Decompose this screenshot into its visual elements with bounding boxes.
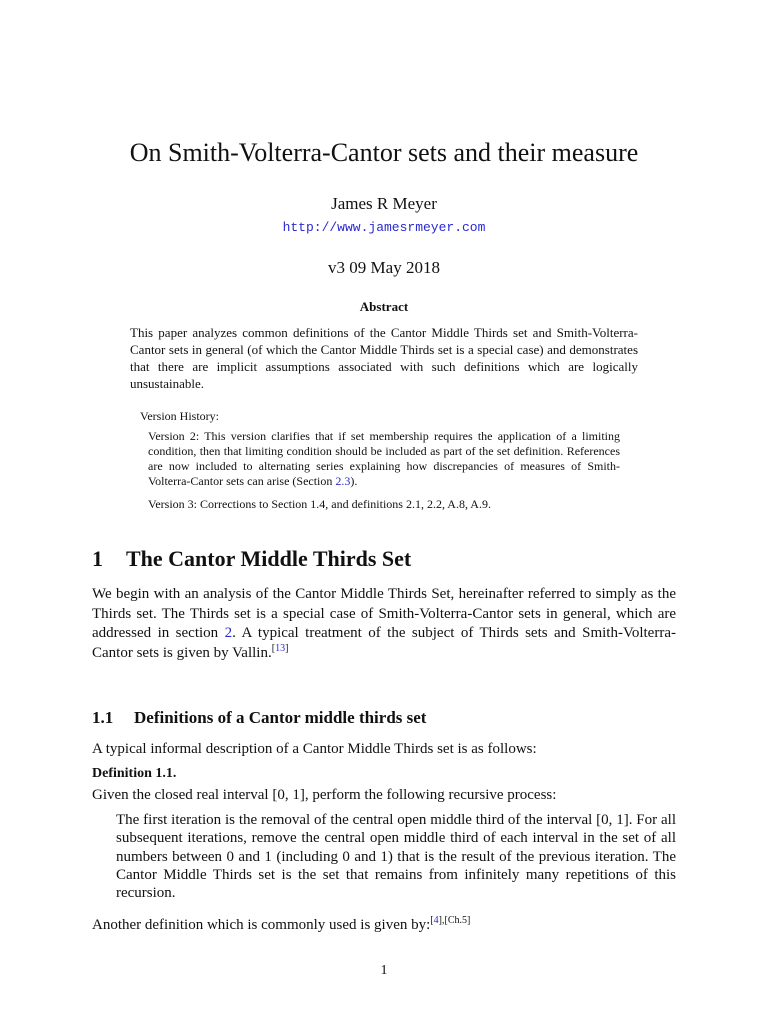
subsection-1-1-heading	[92, 708, 426, 728]
section-1-text-a: We begin with an analysis of the Cantor Middle Thirds Set, hereinafter referred to simply as the Thirds set. The Thirds set is a special case of Smith-Volterra-Cantor sets in general, which are addressed in section	[92, 586, 676, 641]
section-1-heading	[92, 546, 411, 572]
section-1-title: The Cantor Middle Thirds Set	[126, 546, 412, 571]
version-2-text: Version 2: This version clarifies that if set membership requires the application of a limiting condition, then that limiting condition should be included as part of the set definition. References are now included to alternating series explaining how discrepancies of measures of Smith-Volterra-Cantor sets can arise (Section	[148, 429, 620, 488]
author-url-link[interactable]: http://www.jamesrmeyer.com	[282, 220, 486, 235]
version-history-heading: Version History:	[140, 409, 219, 423]
citation-sup: [13]	[271, 642, 289, 654]
citation-ch5: Ch.5	[447, 915, 467, 926]
paper-title: On Smith-Volterra-Cantor sets and their measure	[129, 138, 639, 167]
abstract-text: This paper analyzes common definitions of the Cantor Middle Thirds set and Smith-Volterra-Cantor sets in general (of which the Cantor Middle Thirds set is a special case) and demonstrates that there are implicit assumptions associated with such definitions which are logically unsustainable.	[130, 325, 638, 391]
citation-13-link[interactable]: 13	[275, 642, 286, 654]
section-1-text-b: . A typical treatment of the subject of Thirds sets and Smith-Volterra-Cantor sets is given by Vallin.	[92, 625, 676, 661]
author-name: James R Meyer	[331, 194, 437, 213]
version-3-note: Version 3: Corrections to Section 1.4, and definitions 2.1, 2.2, A.8, A.9.	[148, 497, 491, 511]
page-number: 1	[380, 963, 388, 978]
section-2-link[interactable]: 2	[224, 625, 233, 641]
version-2-note	[148, 429, 620, 489]
definition-1-1-heading: Definition 1.1.	[92, 766, 177, 781]
subsection-intro: A typical informal description of a Cantor Middle Thirds set is as follows:	[92, 741, 537, 757]
section-1-number: 1	[92, 546, 103, 571]
another-citation-sup: [4],[Ch.5]	[430, 915, 471, 926]
definition-lead: Given the closed real interval [0, 1], perform the following recursive process:	[92, 787, 557, 803]
definition-body: The first iteration is the removal of the central open middle third of the interval [0, 1]. For all subsequent iterations, remove the central open middle third of each interval in the set of all numbers between 0 and 1 (including 0 and 1) that is the result of the previous iteration. The Cantor Middle Thirds set is the set that remains from infinitely many repetitions of this recursion.	[116, 812, 676, 902]
citation-4-link[interactable]: 4	[433, 915, 439, 926]
section-1-paragraph	[92, 585, 676, 663]
another-definition-text: Another definition which is commonly used is given by:	[92, 917, 431, 933]
version-date: v3 09 May 2018	[328, 258, 440, 277]
section-2-3-link[interactable]: 2.3	[335, 474, 351, 488]
version-2-text-end: ).	[350, 474, 358, 488]
another-definition	[92, 916, 676, 936]
abstract-heading: Abstract	[359, 299, 409, 314]
subsection-1-1-number: 1.1	[92, 708, 114, 727]
subsection-1-1-title: Definitions of a Cantor middle thirds set	[134, 708, 427, 727]
